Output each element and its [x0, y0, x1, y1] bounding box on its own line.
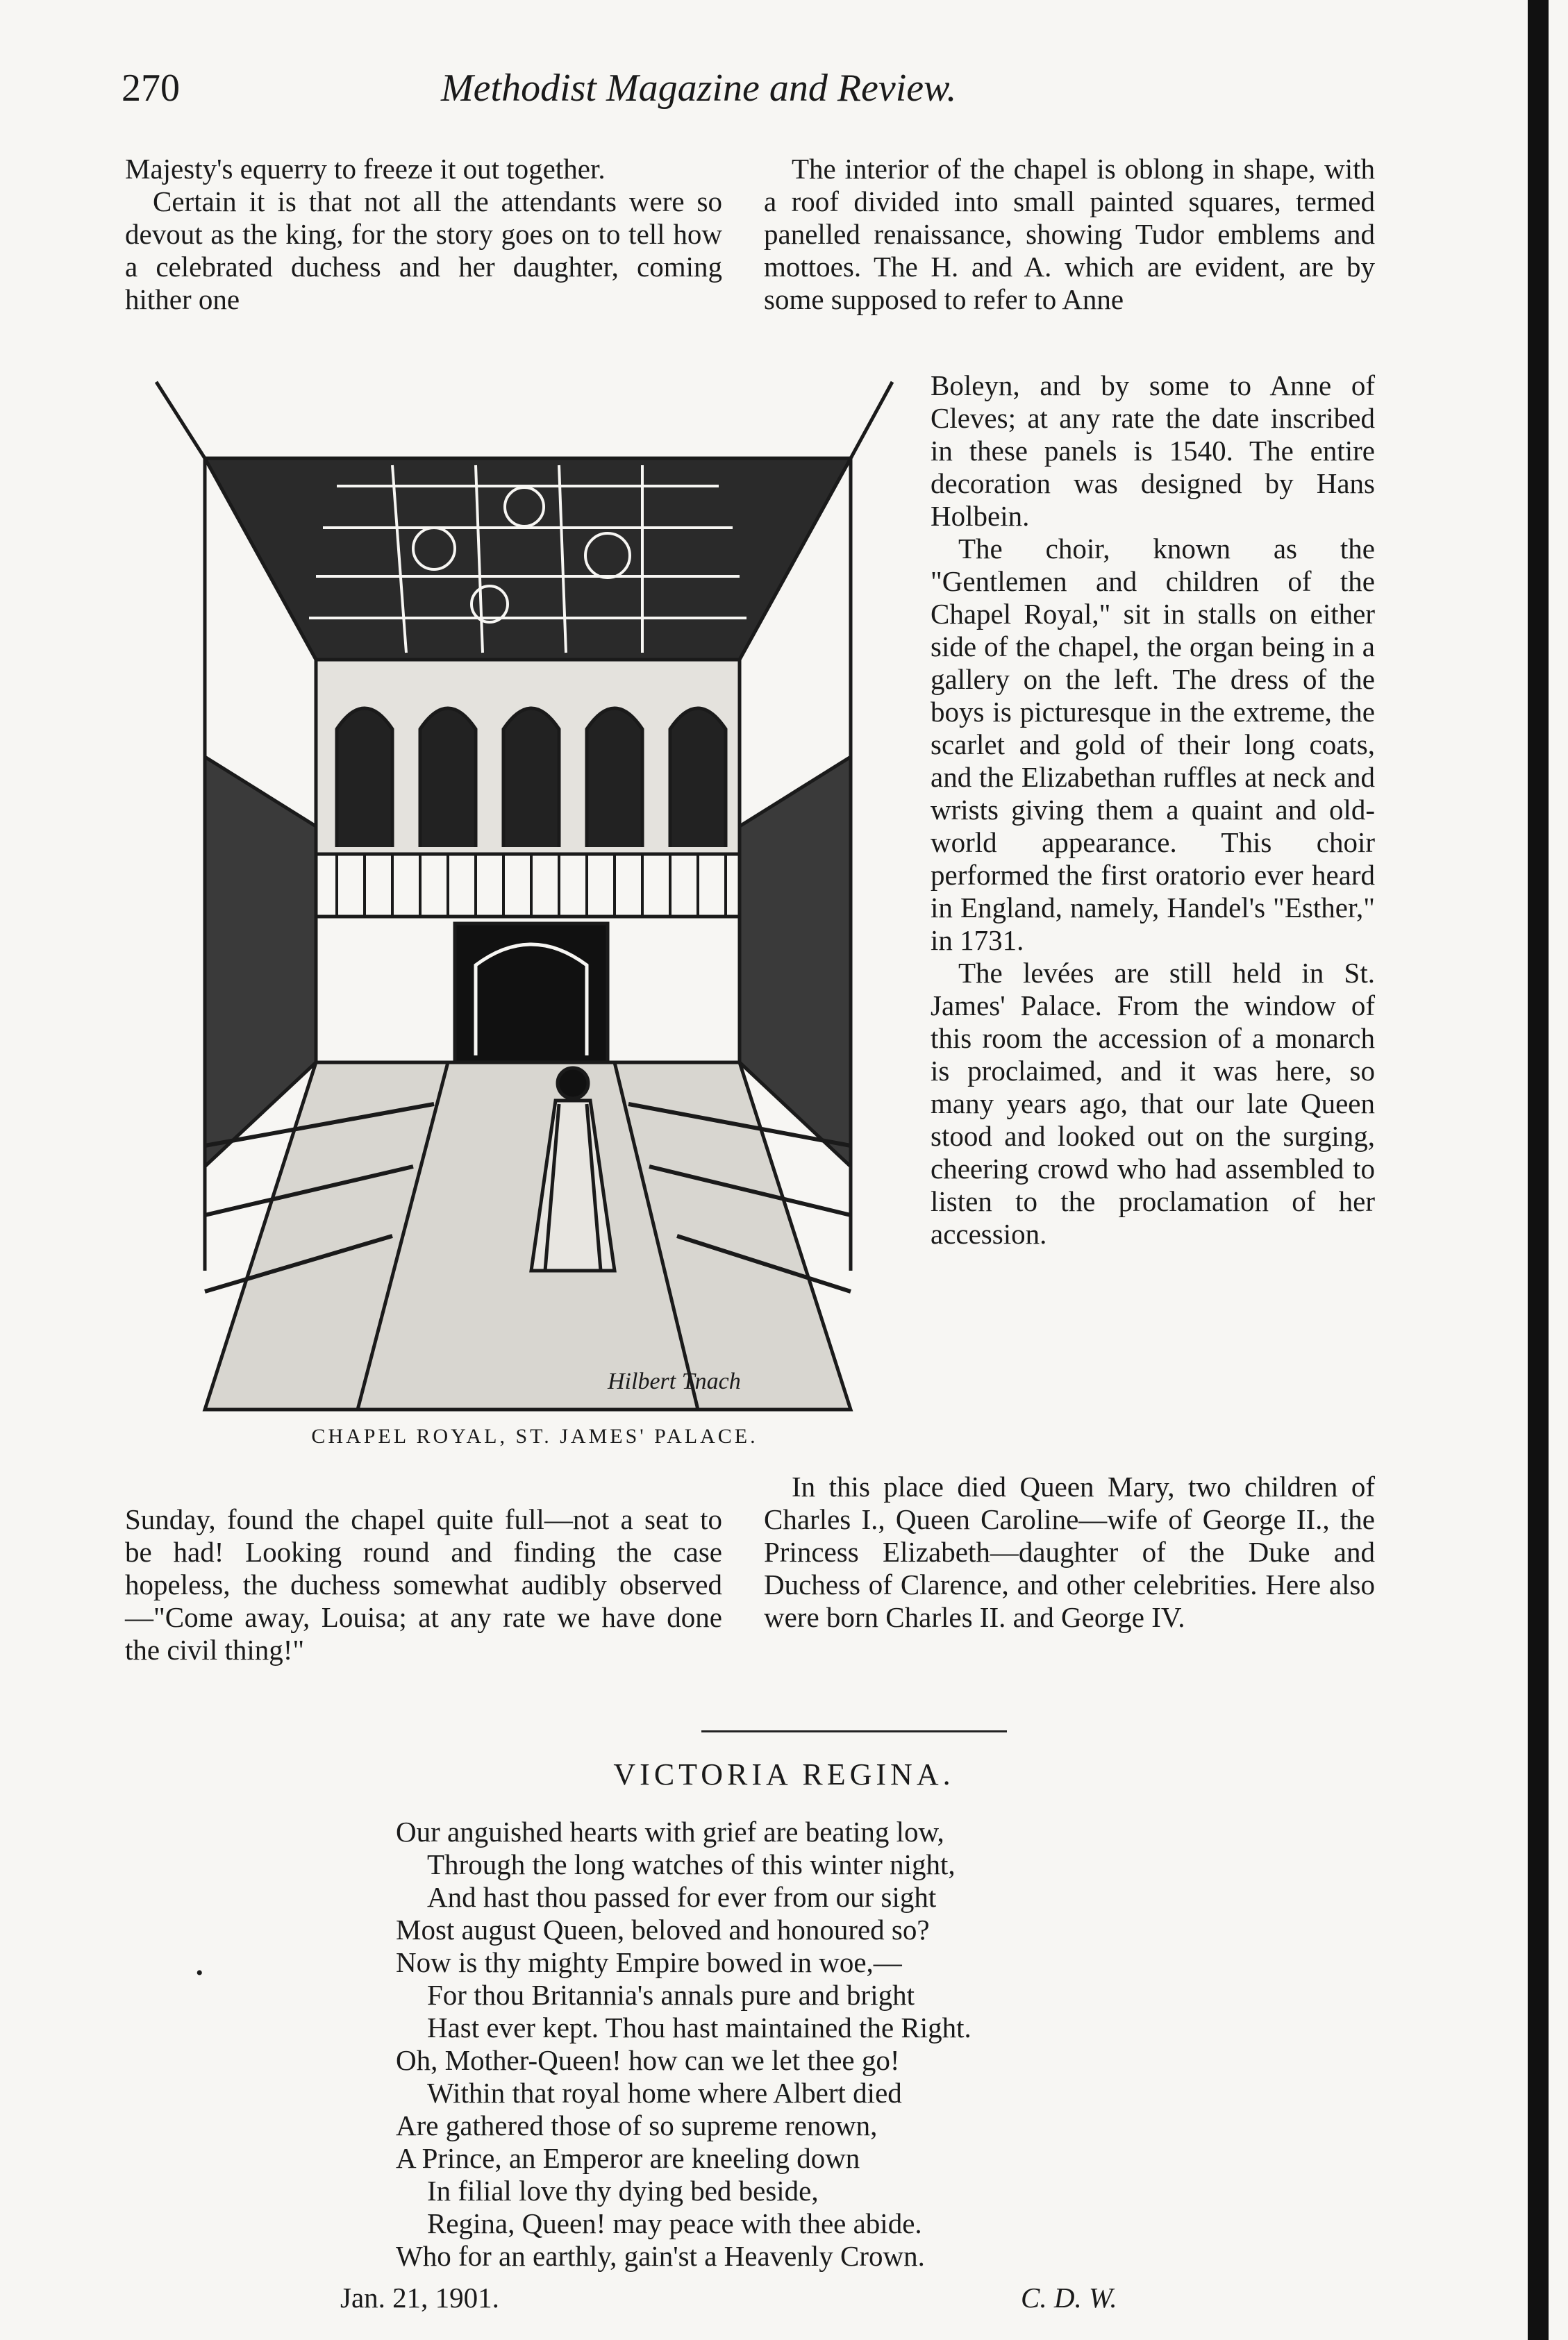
left-column-top [125, 153, 722, 316]
poem-line: In filial love thy dying bed beside, [427, 2175, 819, 2207]
paragraph: Boleyn, and by some to Anne of Cleves; at any rate the date inscribed in these panels is 1540. The entire decoration was designed by Hans Holbein. [931, 369, 1375, 532]
paragraph: Majesty's equerry to freeze it out together. [125, 153, 606, 185]
poem-line: A Prince, an Emperor are kneeling down [396, 2142, 860, 2174]
poem-signature: C. D. W. [1021, 2282, 1117, 2314]
poem-line: Hast ever kept. Thou hast maintained the Right. [427, 2012, 971, 2044]
poem-line: Our anguished hearts with grief are beating low, [396, 1816, 944, 1848]
right-column-beside-figure [931, 369, 1375, 1251]
page-edge-bar [1528, 0, 1549, 2340]
page-number: 270 [122, 67, 180, 110]
poem-line: Within that royal home where Albert died [427, 2077, 902, 2109]
chapel-illustration [128, 368, 906, 1437]
paragraph: The interior of the chapel is oblong in shape, with a roof divided into small painted squares, termed panelled renaissance, showing Tudor emblems and mottoes. The H. and A. which are evident, are by some supposed to refer to Anne [764, 153, 1375, 315]
poem-date: Jan. 21, 1901. [340, 2282, 499, 2314]
left-column-bottom [125, 1503, 722, 1666]
paragraph: The choir, known as the "Gentlemen and children of the Chapel Royal," sit in stalls on either side of the chapel, the organ being in a gallery on the left. The dress of the boys is picturesque in the extreme, the scarlet and gold of their long coats, and the Elizabethan ruffles at neck and wrists giving them a quaint and old-world appearance. This choir performed the first oratorio ever heard in England, namely, Handel's "Esther," in 1731. [931, 533, 1375, 956]
poem-body [396, 1816, 1229, 2273]
paragraph: Sunday, found the chapel quite full—not a seat to be had! Looking round and finding the case hopeless, the duchess somewhat audibly observed—"Come away, Louisa; at any rate we have done the civil thing!" [125, 1503, 722, 1666]
poem-line: For thou Britannia's annals pure and bright [427, 1979, 915, 2011]
margin-mark: • [196, 1962, 203, 1984]
right-column-bottom [764, 1471, 1375, 1634]
poem-line: Oh, Mother-Queen! how can we let thee go! [396, 2044, 900, 2076]
right-column-top [764, 153, 1375, 316]
running-title: Methodist Magazine and Review. [441, 67, 957, 110]
poem-line: Who for an earthly, gain'st a Heavenly Crown. [396, 2240, 925, 2272]
figure-caption: CHAPEL ROYAL, ST. JAMES' PALACE. [311, 1425, 758, 1448]
section-divider [701, 1730, 1007, 1732]
paragraph: In this place died Queen Mary, two children of Charles I., Queen Caroline—wife of George II., the Princess Elizabeth—daughter of the Duke and Duchess of Clarence, and other celebrities. Here also were born Charles II. and George IV. [764, 1471, 1375, 1633]
poem-line: Are gathered those of so supreme renown, [396, 2109, 878, 2141]
artist-signature: Hilbert Tnach [608, 1369, 741, 1394]
paragraph: Certain it is that not all the attendants were so devout as the king, for the story goes on to tell how a celebrated duchess and her daughter, coming hither one [125, 185, 722, 315]
poem-line: Now is thy mighty Empire bowed in woe,— [396, 1946, 902, 1978]
paragraph: The levées are still held in St. James' Palace. From the window of this room the accession of a monarch is proclaimed, and it was here, so many years ago, that our late Queen stood and looked out on the surging, cheering crowd who had assembled to listen to the proclamation of her accession. [931, 957, 1375, 1250]
poem-line: And hast thou passed for ever from our sight [427, 1881, 937, 1913]
poem-line: Most august Queen, beloved and honoured so? [396, 1914, 930, 1946]
poem-line: Regina, Queen! may peace with thee abide. [427, 2207, 922, 2239]
page-header [122, 66, 1420, 128]
chapel-engraving [128, 368, 906, 1437]
poem-title: VICTORIA REGINA. [613, 1757, 955, 1791]
poem-line: Through the long watches of this winter night, [427, 1848, 956, 1880]
